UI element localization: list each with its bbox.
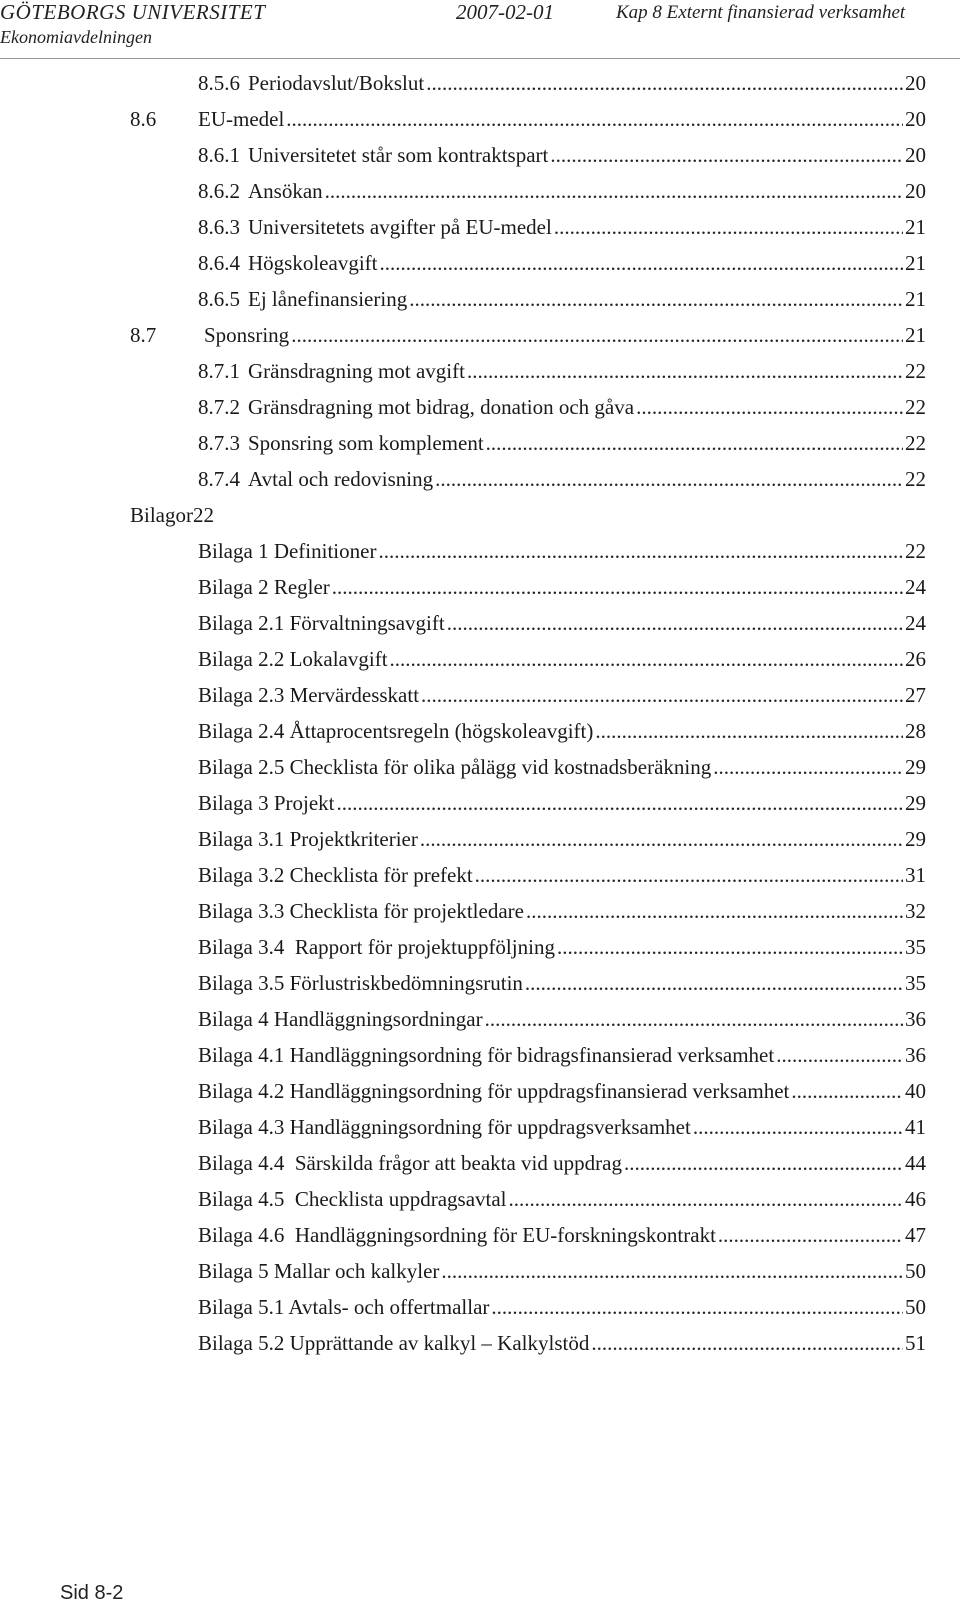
toc-item-number: 8.7 xyxy=(130,323,157,347)
toc-entry[interactable] xyxy=(198,824,926,854)
toc-item-title: Bilaga 3.4 Rapport för projektuppföljning xyxy=(198,935,555,959)
toc-leader-dots xyxy=(491,1292,903,1322)
toc-item-title: Bilaga 5.1 Avtals- och offertmallar xyxy=(198,1295,490,1319)
toc-entry[interactable] xyxy=(198,896,926,926)
toc-item-number: 8.6 xyxy=(130,107,157,131)
toc-item-page: 22 xyxy=(193,503,214,527)
toc-entry[interactable] xyxy=(198,680,926,710)
toc-item-title: Bilaga 4.3 Handläggningsordning för uppdragsverksamhet xyxy=(198,1115,691,1139)
toc-item-title: Ej lånefinansiering xyxy=(248,287,408,311)
toc-item-page: 27 xyxy=(905,683,926,707)
toc-item-page: 29 xyxy=(905,827,926,851)
toc-leader-dots xyxy=(595,716,903,746)
toc-item-title: EU-medel xyxy=(198,107,285,131)
toc-entry[interactable] xyxy=(198,140,926,170)
toc-item-title: Sponsring xyxy=(204,323,290,347)
toc-entry[interactable] xyxy=(198,1184,926,1214)
toc-item-title: Bilaga 2.3 Mervärdesskatt xyxy=(198,683,420,707)
toc-leader-dots xyxy=(379,248,903,278)
chapter-title: Kap 8 Externt finansierad verksamhet xyxy=(616,2,906,23)
toc-item-page: 35 xyxy=(905,935,926,959)
header-left xyxy=(0,0,265,48)
toc-leader-dots xyxy=(467,356,903,386)
toc-item-title: Bilaga 2.5 Checklista för olika pålägg vid kostnadsberäkning xyxy=(198,755,712,779)
toc-item-number: 8.6.4 xyxy=(198,251,240,275)
toc-item-title: Bilaga 4 Handläggningsordningar xyxy=(198,1007,483,1031)
department-name: Ekonomiavdelningen xyxy=(0,27,152,47)
toc-item-page: 22 xyxy=(905,359,926,383)
toc-item-number: 8.5.6 xyxy=(198,71,240,95)
toc-item-title: Bilaga 3.3 Checklista för projektledare xyxy=(198,899,524,923)
toc-item-title: Avtal och redovisning xyxy=(248,467,434,491)
toc-item-page: 21 xyxy=(905,251,926,275)
toc-leader-dots xyxy=(713,752,903,782)
toc-item-page: 21 xyxy=(905,215,926,239)
toc-item-title: Gränsdragning mot avgift xyxy=(248,359,465,383)
toc-item-title: Gränsdragning mot bidrag, donation och gåva xyxy=(248,395,635,419)
toc-leader-dots xyxy=(526,896,903,926)
toc-item-page: 36 xyxy=(905,1007,926,1031)
header-rule xyxy=(0,58,960,59)
toc-item-page: 28 xyxy=(905,719,926,743)
toc-item-page: 32 xyxy=(905,899,926,923)
toc-leader-dots xyxy=(557,932,903,962)
toc-item-title: Ansökan xyxy=(248,179,323,203)
toc-item-number: 8.6.3 xyxy=(198,215,240,239)
toc-entry[interactable] xyxy=(198,788,926,818)
toc-leader-dots xyxy=(435,464,903,494)
toc-entry[interactable] xyxy=(198,212,926,242)
toc-entry[interactable] xyxy=(198,536,926,566)
toc-item-page: 20 xyxy=(905,71,926,95)
toc-entry[interactable] xyxy=(198,248,926,278)
document-date: 2007-02-01 xyxy=(456,0,554,24)
toc-entry[interactable] xyxy=(198,1220,926,1250)
toc-item-page: 51 xyxy=(905,1331,926,1355)
toc-item-title: Bilaga 2.1 Förvaltningsavgift xyxy=(198,611,445,635)
toc-leader-dots xyxy=(475,860,903,890)
toc-leader-dots xyxy=(378,536,903,566)
toc-item-title: Periodavslut/Bokslut xyxy=(248,71,425,95)
toc-entry[interactable] xyxy=(198,1004,926,1034)
university-name: GÖTEBORGS UNIVERSITET xyxy=(0,0,266,24)
toc-leader-dots xyxy=(420,824,903,854)
toc-item-page: 22 xyxy=(905,431,926,455)
toc-heading-bilagor[interactable] xyxy=(130,500,214,530)
toc-leader-dots xyxy=(550,140,903,170)
toc-item-number: 8.6.1 xyxy=(198,143,240,167)
toc-leader-dots xyxy=(509,1184,903,1214)
toc-leader-dots xyxy=(624,1148,903,1178)
toc-entry[interactable] xyxy=(130,104,926,134)
toc-entry[interactable] xyxy=(198,752,926,782)
toc-entry[interactable] xyxy=(198,1148,926,1178)
toc-item-page: 44 xyxy=(905,1151,926,1175)
toc-item-title: Bilaga 5.2 Upprättande av kalkyl – Kalkylstöd xyxy=(198,1331,590,1355)
toc-leader-dots xyxy=(776,1040,903,1070)
toc-item-page: 20 xyxy=(905,143,926,167)
toc-item-number: 8.7.3 xyxy=(198,431,240,455)
toc-item-page: 47 xyxy=(905,1223,926,1247)
toc-leader-dots xyxy=(286,104,903,134)
toc-entry[interactable] xyxy=(198,1076,926,1106)
toc-item-title: Sponsring som komplement xyxy=(248,431,484,455)
toc-leader-dots xyxy=(636,392,903,422)
toc-item-page: 35 xyxy=(905,971,926,995)
toc-leader-dots xyxy=(447,608,903,638)
toc-item-page: 41 xyxy=(905,1115,926,1139)
toc-item-page: 21 xyxy=(905,323,926,347)
toc-entry[interactable] xyxy=(198,68,926,98)
toc-entry[interactable] xyxy=(198,464,926,494)
toc-leader-dots xyxy=(421,680,903,710)
toc-leader-dots xyxy=(291,320,903,350)
toc-leader-dots xyxy=(390,644,903,674)
page-footer: Sid 8-2 xyxy=(60,1582,124,1604)
toc-leader-dots xyxy=(336,788,903,818)
toc-entry[interactable] xyxy=(198,608,926,638)
toc-entry[interactable] xyxy=(198,968,926,998)
toc-entry[interactable] xyxy=(198,392,926,422)
toc-entry[interactable] xyxy=(198,1112,926,1142)
toc-entry[interactable] xyxy=(198,284,926,314)
page-header xyxy=(0,0,960,56)
toc-entry[interactable] xyxy=(198,572,926,602)
toc-item-page: 24 xyxy=(905,611,926,635)
toc-leader-dots xyxy=(441,1256,903,1286)
toc-item-title: Bilaga 4.1 Handläggningsordning för bidragsfinansierad verksamhet xyxy=(198,1043,775,1067)
toc-item-title: Bilaga 3.5 Förlustriskbedömningsrutin xyxy=(198,971,523,995)
toc-entry[interactable] xyxy=(198,860,926,890)
toc-item-number: 8.7.4 xyxy=(198,467,240,491)
toc-leader-dots xyxy=(486,428,903,458)
toc-item-title: Universitetets avgifter på EU-medel xyxy=(248,215,552,239)
toc-leader-dots xyxy=(409,284,903,314)
toc-item-title: Bilaga 4.2 Handläggningsordning för uppdragsfinansierad verksamhet xyxy=(198,1079,790,1103)
toc-item-title: Bilaga 5 Mallar och kalkyler xyxy=(198,1259,440,1283)
toc-leader-dots xyxy=(554,212,903,242)
toc-entry[interactable] xyxy=(198,644,926,674)
toc-entry[interactable] xyxy=(198,1292,926,1322)
toc-leader-dots xyxy=(791,1076,903,1106)
toc-leader-dots xyxy=(485,1004,903,1034)
toc-item-number: 8.7.1 xyxy=(198,359,240,383)
toc-entry[interactable] xyxy=(198,428,926,458)
toc-item-page: 31 xyxy=(905,863,926,887)
toc-leader-dots xyxy=(332,572,903,602)
toc-leader-dots xyxy=(525,968,903,998)
toc-item-title: Bilagor xyxy=(130,503,193,527)
toc-item-page: 50 xyxy=(905,1259,926,1283)
toc-item-title: Bilaga 2 Regler xyxy=(198,575,330,599)
toc-item-number: 8.6.2 xyxy=(198,179,240,203)
toc-entry[interactable] xyxy=(198,1328,926,1358)
toc-item-page: 22 xyxy=(905,395,926,419)
toc-item-title: Bilaga 4.5 Checklista uppdragsavtal xyxy=(198,1187,507,1211)
toc-leader-dots xyxy=(426,68,903,98)
toc-leader-dots xyxy=(693,1112,903,1142)
toc-item-page: 20 xyxy=(905,107,926,131)
toc-entry[interactable] xyxy=(198,176,926,206)
toc-item-title: Bilaga 1 Definitioner xyxy=(198,539,377,563)
toc-item-title: Bilaga 3.2 Checklista för prefekt xyxy=(198,863,473,887)
toc-item-title: Bilaga 2.4 Åttaprocentsregeln (högskoleavgift) xyxy=(198,719,594,743)
toc-item-page: 29 xyxy=(905,755,926,779)
toc-item-page: 36 xyxy=(905,1043,926,1067)
toc-leader-dots xyxy=(591,1328,903,1358)
toc-item-number: 8.6.5 xyxy=(198,287,240,311)
toc-item-page: 26 xyxy=(905,647,926,671)
toc-entry[interactable] xyxy=(130,320,926,350)
toc-item-page: 50 xyxy=(905,1295,926,1319)
toc-entry[interactable] xyxy=(198,932,926,962)
toc-item-page: 46 xyxy=(905,1187,926,1211)
toc-entry[interactable] xyxy=(198,356,926,386)
toc-item-page: 24 xyxy=(905,575,926,599)
toc-item-title: Bilaga 4.4 Särskilda frågor att beakta vid uppdrag xyxy=(198,1151,622,1175)
toc-entry[interactable] xyxy=(198,716,926,746)
toc-item-page: 22 xyxy=(905,467,926,491)
toc-entry[interactable] xyxy=(198,1256,926,1286)
toc-item-page: 22 xyxy=(905,539,926,563)
toc-leader-dots xyxy=(718,1220,903,1250)
toc-item-page: 29 xyxy=(905,791,926,815)
toc-item-page: 20 xyxy=(905,179,926,203)
toc-item-title: Bilaga 4.6 Handläggningsordning för EU-forskningskontrakt xyxy=(198,1223,716,1247)
toc-item-page: 21 xyxy=(905,287,926,311)
toc-item-title: Högskoleavgift xyxy=(248,251,378,275)
toc-item-title: Bilaga 2.2 Lokalavgift xyxy=(198,647,388,671)
toc-entry[interactable] xyxy=(198,1040,926,1070)
toc-item-title: Bilaga 3 Projekt xyxy=(198,791,335,815)
toc-leader-dots xyxy=(325,176,903,206)
toc-item-title: Bilaga 3.1 Projektkriterier xyxy=(198,827,418,851)
toc-item-page: 40 xyxy=(905,1079,926,1103)
toc-item-title: Universitetet står som kontraktspart xyxy=(248,143,549,167)
toc-item-number: 8.7.2 xyxy=(198,395,240,419)
